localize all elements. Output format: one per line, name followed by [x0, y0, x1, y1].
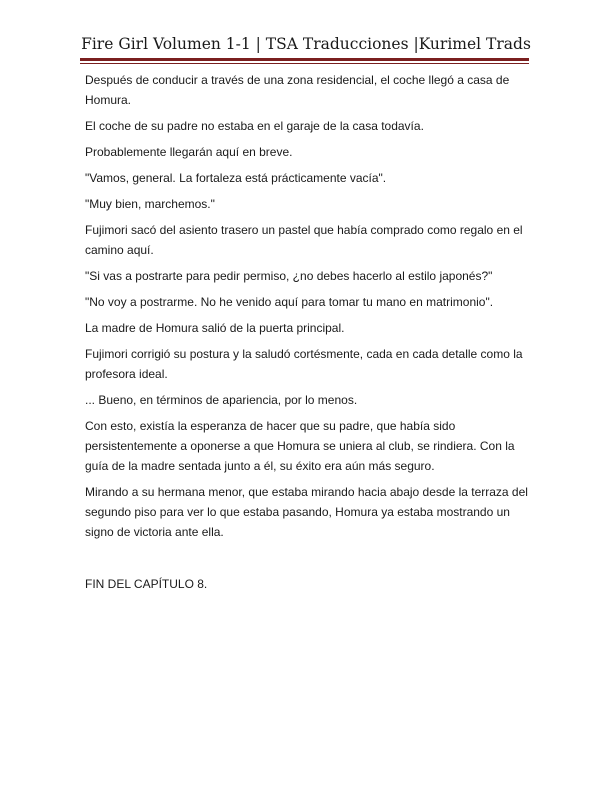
- spacer: [85, 548, 535, 574]
- paragraph: "Si vas a postrarte para pedir permiso, ¿no debes hacerlo al estilo japonés?": [85, 269, 493, 283]
- paragraph: "Muy bien, marchemos.": [85, 197, 215, 211]
- chapter-end: FIN DEL CAPÍTULO 8.: [85, 577, 208, 591]
- paragraph: El coche de su padre no estaba en el garaje de la casa todavía.: [85, 119, 424, 133]
- paragraph: La madre de Homura salió de la puerta principal.: [85, 321, 345, 335]
- paragraph: "Vamos, general. La fortaleza está prácticamente vacía".: [85, 171, 387, 185]
- paragraph: Fujimori corrigió su postura y la saludó cortésmente, cada en cada detalle como la profesora ideal.: [85, 347, 523, 381]
- paragraph: ... Bueno, en términos de apariencia, por lo menos.: [85, 393, 358, 407]
- header-rule-thick: [80, 58, 529, 61]
- paragraph: Después de conducir a través de una zona residencial, el coche llegó a casa de Homura.: [85, 73, 510, 107]
- page-header-title: Fire Girl Volumen 1-1 | TSA Traducciones |Kurimel Trads: [81, 35, 531, 53]
- paragraph: "No voy a postrarme. No he venido aquí para tomar tu mano en matrimonio".: [85, 295, 494, 309]
- header-rule-thin: [80, 63, 529, 64]
- body-text: [85, 70, 535, 600]
- paragraph: Mirando a su hermana menor, que estaba mirando hacia abajo desde la terraza del segundo piso para ver lo que estaba pasando, Homura ya estaba mostrando un signo de victoria ante ella.: [85, 485, 528, 539]
- paragraph: Probablemente llegarán aquí en breve.: [85, 145, 293, 159]
- paragraph: Con esto, existía la esperanza de hacer que su padre, que había sido persistentemente a oponerse a que Homura se uniera al club, se rindiera. Con la guía de la madre sentada junto a él, su éxito era aún más seguro.: [85, 419, 515, 473]
- paragraph: Fujimori sacó del asiento trasero un pastel que había comprado como regalo en el camino aquí.: [85, 223, 523, 257]
